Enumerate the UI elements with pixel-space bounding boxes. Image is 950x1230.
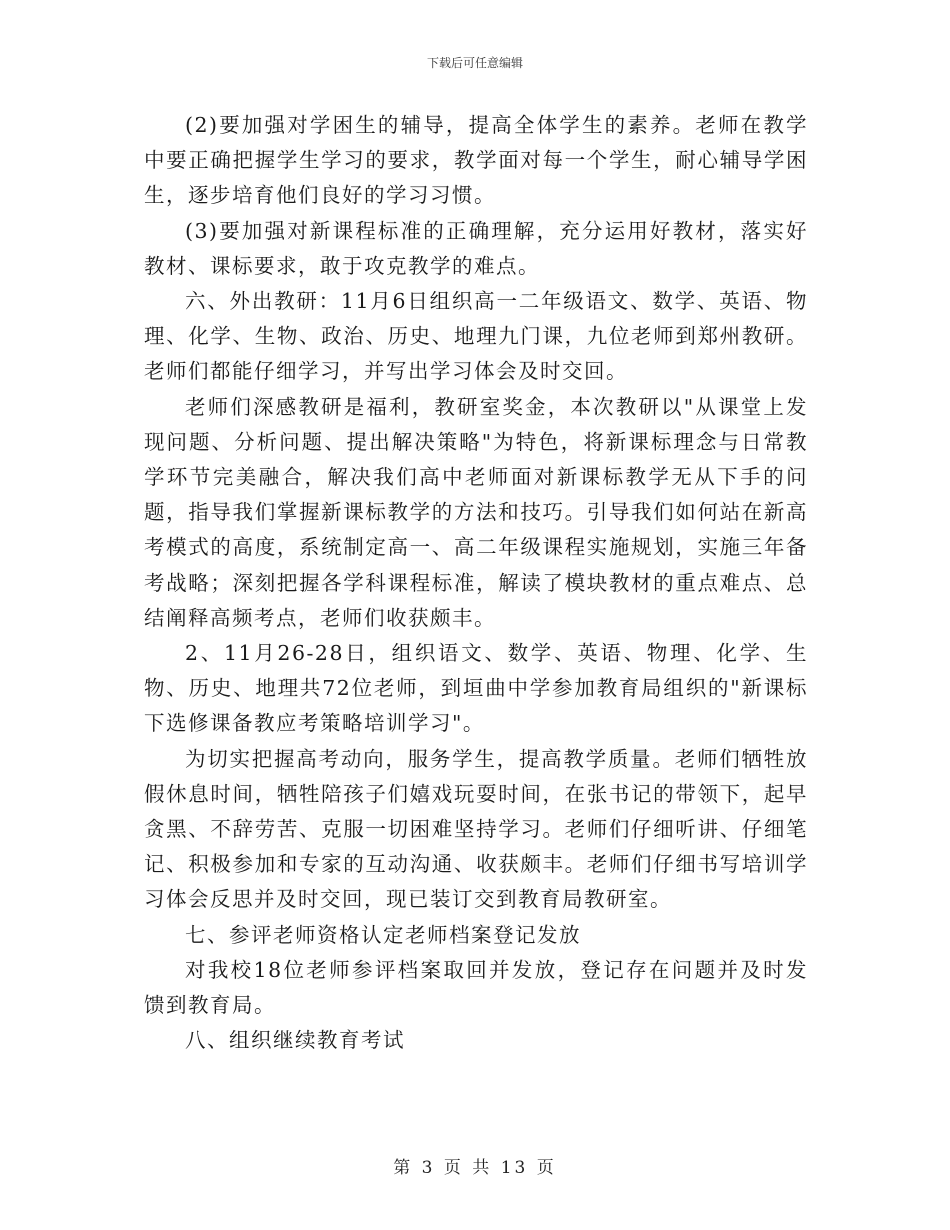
section-heading-7: 七、参评老师资格认定老师档案登记发放 (185, 922, 581, 947)
paragraph-7: 对我校18位老师参评档案取回并发放，登记存在问题并及时发馈到教育局。 (144, 957, 808, 1018)
paragraph-6: 为切实把握高考动向，服务学生，提高教学质量。老师们牺牲放假休息时间，牺牲陪孩子们嬉戏玩耍时间，在张书记的带领下，起早贪黑、不辞劳苦、克服一切困难坚持学习。老师们仔细听讲、仔细笔记、积极参加和专家的互动沟通、收获颇丰。老师们仔细书写培训学习体会反思并及时交回，现已装订交到教育局教研室。 (144, 746, 808, 912)
section-heading-8: 八、组织继续教育考试 (185, 1028, 405, 1053)
paragraph-3: 六、外出教研：11月6日组织高一二年级语文、数学、英语、物理、化学、生物、政治、历史、地理九门课，九位老师到郑州教研。老师们都能仔细学习，并写出学习体会及时交回。 (144, 289, 808, 384)
page-footer: 第 3 页 共 13 页 (393, 1158, 557, 1178)
document-body (144, 108, 808, 1058)
paragraph-1: (2)要加强对学困生的辅导，提高全体学生的素养。老师在教学中要正确把握学生学习的要求，教学面对每一个学生，耐心辅导学困生，逐步培育他们良好的学习习惯。 (144, 113, 808, 208)
page-header: 下载后可任意编辑 (426, 56, 523, 70)
paragraph-5: 2、11月26-28日，组织语文、数学、英语、物理、化学、生物、历史、地理共72位老师，到垣曲中学参加教育局组织的"新课标下选修课备教应考策略培训学习"。 (144, 641, 808, 736)
paragraph-2: (3)要加强对新课程标准的正确理解，充分运用好教材，落实好教材、课标要求，敢于攻克教学的难点。 (144, 218, 808, 278)
paragraph-4: 老师们深感教研是福利，教研室奖金，本次教研以"从课堂上发现问题、分析问题、提出解决策略"为特色，将新课标理念与日常教学环节完美融合，解决我们高中老师面对新课标教学无从下手的问题，指导我们掌握新课标教学的方法和技巧。引导我们如何站在新高考模式的高度，系统制定高一、高二年级课程实施规划，实施三年备考战略；深刻把握各学科课程标准，解读了模块教材的重点难点、总结阐释高频考点，老师们收获颇丰。 (144, 394, 808, 630)
